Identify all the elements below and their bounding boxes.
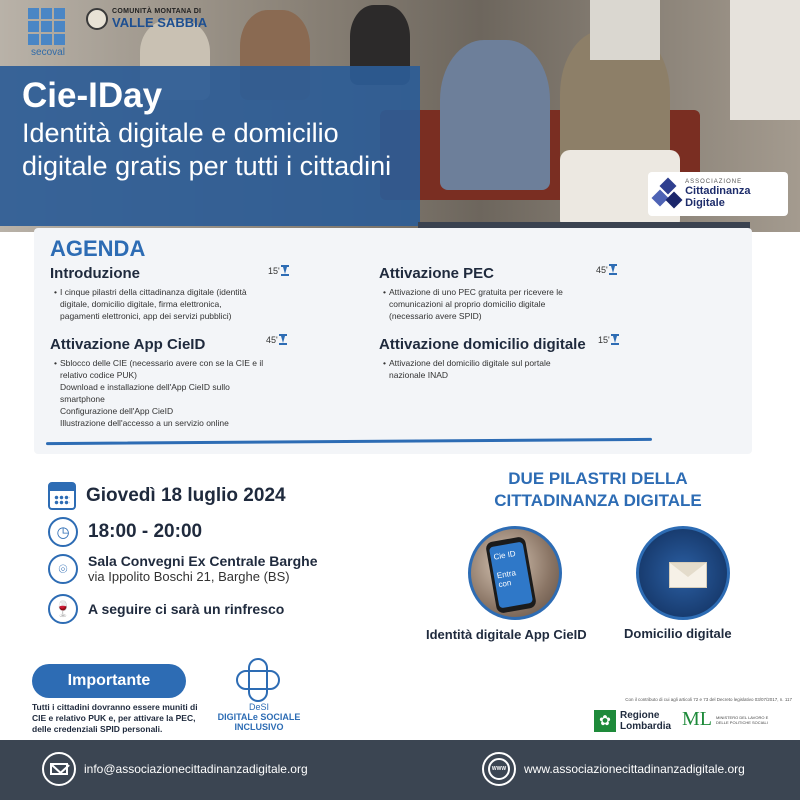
ministry-mark: ML (682, 708, 712, 730)
ministry-logo (682, 708, 776, 731)
desc-line: pagamenti elettronici, app dei servizi pubblici) (60, 311, 232, 321)
acd-small-label: ASSOCIAZIONE (685, 179, 743, 185)
footer-email[interactable] (42, 752, 308, 786)
desc-line: nazionale INAD (389, 370, 449, 380)
duration-value: 15' (598, 334, 610, 345)
contribution-note: Con il contributo di cui agli articoli 72 e 73 del Decreto legislativo 03/07/2017, n. 117 (625, 697, 792, 702)
agenda-item-title: Attivazione PEC (379, 265, 495, 282)
secoval-logo (28, 8, 68, 58)
mail-icon (42, 752, 76, 786)
duration-value: 15' (268, 265, 280, 276)
agenda-duration (596, 264, 617, 275)
location-pin-icon: ⌾ (48, 554, 78, 584)
photo-window (590, 0, 660, 60)
calendar-icon (48, 482, 76, 510)
agenda-item-domicilio (379, 336, 629, 381)
desc-line: relativo codice PUK) (60, 370, 138, 380)
acd-logo (648, 172, 788, 216)
desc-line: • Attivazione di uno PEC gratuita per ricevere le (389, 286, 619, 298)
hourglass-icon (279, 334, 287, 345)
hourglass-icon (609, 264, 617, 275)
hourglass-icon (281, 265, 289, 276)
secoval-label: secoval (31, 47, 65, 58)
valle-sabbia-logo (86, 8, 207, 30)
globe-label: WWW (488, 758, 510, 780)
event-time-row (48, 517, 202, 547)
desc-line: smartphone (60, 394, 105, 404)
desc-line: • I cinque pilastri della cittadinanza digitale (identità (60, 286, 290, 298)
phone-label: Entra con (496, 568, 517, 590)
important-badge: Importante (32, 664, 186, 698)
acd-big-label: Cittadinanza Digitale (685, 185, 751, 209)
desc-line: (necessario avere SPID) (389, 311, 482, 321)
envelope-icon (669, 562, 707, 588)
valle-sabbia-big: VALLE SABBIA (112, 15, 208, 30)
acd-hex-icon (654, 180, 679, 208)
secoval-mark (28, 8, 68, 45)
desi-logo (204, 658, 314, 732)
phone-label: Cie ID (492, 548, 517, 562)
agenda-item-desc (50, 286, 290, 322)
event-extra: A seguire ci sarà un rinfresco (88, 601, 285, 617)
desi-tagline: DIGITALe SOCIALE INCLUSIVO (217, 712, 301, 732)
desi-label: DeSI (248, 702, 269, 712)
duration-value: 45' (596, 264, 608, 275)
photo-window (730, 0, 800, 120)
seal-icon (86, 8, 108, 30)
photo-figure (440, 40, 550, 190)
agenda-item-app-cieid (50, 336, 290, 429)
hero-banner (0, 0, 800, 232)
event-date-row (48, 482, 286, 510)
domicilio-image (636, 526, 730, 620)
cieid-image (468, 526, 562, 620)
regione-lombardia-logo (594, 710, 671, 732)
agenda-item-title: Introduzione (50, 265, 140, 282)
important-text: Tutti i cittadini dovranno essere muniti di CIE e relativo PUK e, per attivare la PEC, delle credenziali SPID personali. (32, 702, 198, 734)
globe-icon (482, 752, 516, 786)
desc-line: Configurazione dell'App CieID (60, 406, 174, 416)
desc-line: digitale, domicilio digitale, firma elettronica, (60, 299, 222, 309)
agenda-item-desc (379, 286, 619, 322)
event-address: via Ippolito Boschi 21, Barghe (BS) (88, 569, 290, 584)
event-venue-row (48, 553, 318, 584)
desc-line: Download e installazione dell'App CieID sullo (60, 382, 230, 392)
agenda-duration (268, 265, 289, 276)
rose-icon: ✿ (594, 710, 616, 732)
phone-icon (485, 536, 537, 614)
email-link[interactable]: info@associazionecittadinanzadigitale.org (84, 762, 308, 776)
agenda-item-title: Attivazione domicilio digitale (379, 336, 586, 353)
event-date: Giovedì 18 luglio 2024 (86, 485, 286, 506)
agenda-item-desc (379, 357, 629, 381)
hourglass-icon (611, 334, 619, 345)
agenda-item-introduzione (50, 265, 290, 322)
ministry-text: MINISTERO DEL LAVORO E DELLE POLITICHE SOCIALI (716, 714, 769, 725)
desc-line: comunicazioni al proprio domicilio digitale (389, 299, 546, 309)
agenda-item-pec (379, 265, 619, 322)
desi-mark-icon (234, 658, 284, 702)
clock-icon: ◷ (48, 517, 78, 547)
page-subtitle: Identità digitale e domicilio digitale gratis per tutti i cittadini (22, 118, 392, 181)
desc-line: Illustrazione dell'accesso a un servizio online (60, 418, 229, 428)
event-extra-row (48, 594, 284, 624)
regione-line1: Regione (620, 710, 660, 721)
pillars-heading: DUE PILASTRI DELLA CITTADINANZA DIGITALE (494, 469, 702, 510)
page-title: Cie-IDay (22, 76, 163, 115)
agenda-item-title: Attivazione App CieID (50, 336, 206, 353)
duration-value: 45' (266, 334, 278, 345)
desc-line: • Sblocco delle CIE (necessario avere con se la CIE e il (60, 357, 290, 369)
event-venue: Sala Convegni Ex Centrale Barghe (88, 553, 318, 569)
desc-line: • Attivazione del domicilio digitale sul portale (389, 357, 629, 369)
website-link[interactable]: www.associazionecittadinanzadigitale.org (524, 762, 745, 776)
pillar-caption-cieid: Identità digitale App CieID (426, 627, 587, 642)
footer-website[interactable] (482, 752, 745, 786)
valle-sabbia-small: COMUNITÀ MONTANA DI (112, 8, 202, 15)
agenda-item-desc (50, 357, 290, 429)
event-time: 18:00 - 20:00 (88, 521, 203, 542)
regione-line2: Lombardia (620, 721, 672, 732)
glass-icon: 🍷 (48, 594, 78, 624)
agenda-duration (266, 334, 287, 345)
agenda-heading: AGENDA (50, 236, 146, 261)
pillar-caption-domicilio: Domicilio digitale (624, 626, 732, 641)
agenda-duration (598, 334, 619, 345)
